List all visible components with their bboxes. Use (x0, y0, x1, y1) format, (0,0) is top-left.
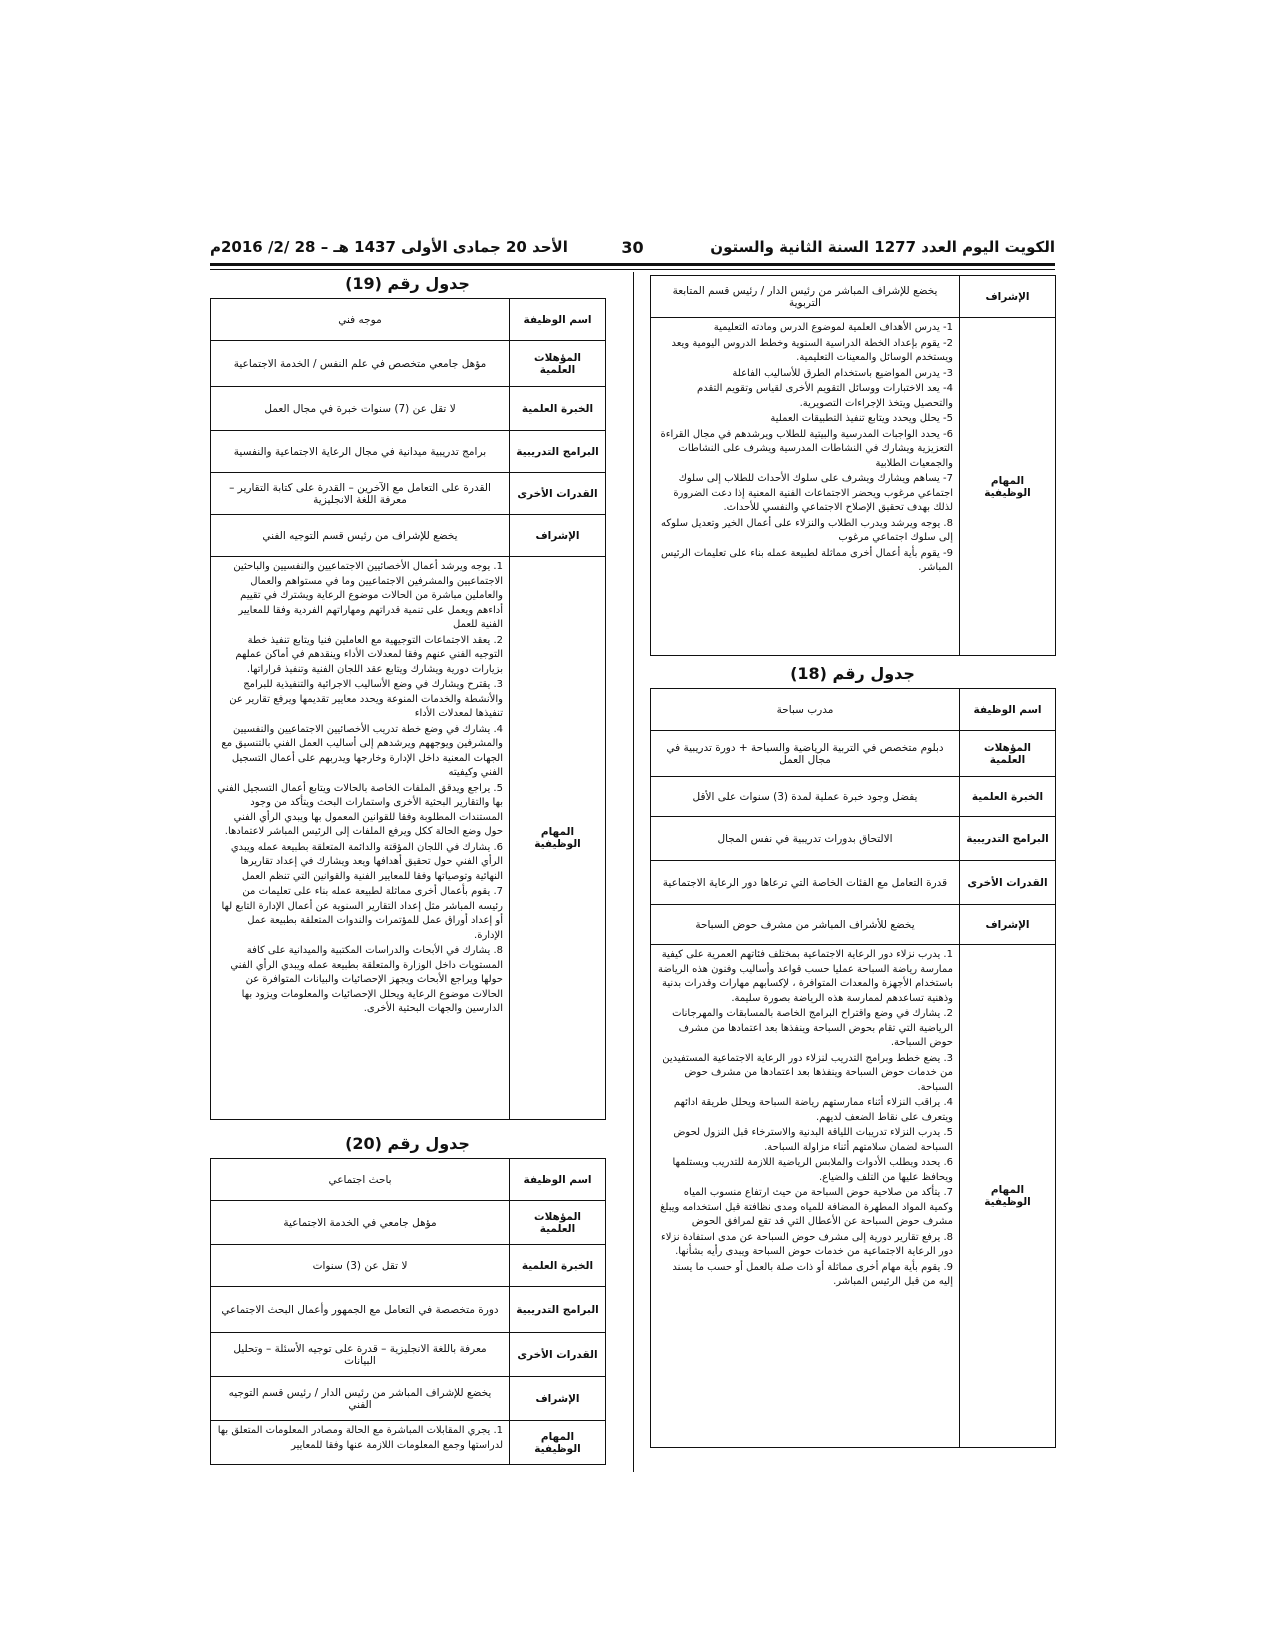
header-rule (210, 263, 1055, 266)
list-item: 5. يدرب النزلاء تدريبات اللياقة البدنية والاسترخاء قبل النزول لحوض السباحة لضمان سلامتهم أثناء مزاولة السباحة. (673, 1127, 953, 1153)
list-item: 2- يقوم بإعداد الخطة الدراسية السنوية وخطط الدروس اليومية ويعد ويستخدم الوسائل والمعينات التعليمية. (671, 337, 953, 363)
table-row (211, 1333, 606, 1377)
row-label: البرامج التدريبية (510, 1287, 606, 1333)
row-value: برامج تدريبية ميدانية في مجال الرعاية الاجتماعية والنفسية (211, 431, 510, 473)
row-label: البرامج التدريبية (960, 817, 1056, 861)
list-item: 2. يعقد الاجتماعات التوجيهية مع العاملين فنيا ويتابع تنفيذ خطة التوجيه الفني عنهم وفقا لمعدلات الأداء وينقدهم في أماكن عملهم بزيارات دورية ويشارك ويتابع عقد اللجان الفنية وتنفيذ قراراتها. (235, 634, 503, 675)
row-label: اسم الوظيفة (960, 689, 1056, 731)
list-item: 7. يقوم بأعمال أخرى مماثلة لطبيعة عمله بناء على تعليمات من رئيسه المباشر مثل إعداد التقارير السنوية عن أعمال الإدارة التابع لها أو إعداد أوراق عمل للمؤتمرات والندوات المتعلقة بطبيعة عمل الإدارة. (221, 886, 503, 941)
row-value: مؤهل جامعي في الخدمة الاجتماعية (211, 1201, 510, 1245)
table-row (651, 731, 1056, 777)
row-label: اسم الوظيفة (510, 299, 606, 341)
row-value: مدرب سباحة (651, 689, 960, 731)
table-row (651, 318, 1056, 656)
table-row (651, 905, 1056, 945)
row-value: الالتحاق بدورات تدريبية في نفس المجال (651, 817, 960, 861)
row-label: المهام الوظيفية (960, 945, 1056, 1448)
row-label: المهام الوظيفية (960, 318, 1056, 656)
table-row (211, 515, 606, 557)
row-label: المؤهلات العلمية (960, 731, 1056, 777)
list-item: 9- يقوم بأية أعمال أخرى مماثلة لطبيعة عمله بناء على تعليمات الرئيس المباشر. (660, 547, 953, 573)
list-item: 4- يعد الاختبارات ووسائل التقويم الأخرى لقياس وتقويم التقدم والتحصيل ويتخذ الإجراءات التصويرية. (697, 383, 953, 409)
row-label: المهام الوظيفية (510, 557, 606, 1120)
tasks-cell (651, 945, 960, 1448)
row-label: المؤهلات العلمية (510, 1201, 606, 1245)
row-label: الخبرة العلمية (510, 1245, 606, 1287)
page-number: 30 (621, 238, 644, 257)
row-value: باحث اجتماعي (211, 1159, 510, 1201)
row-value: معرفة باللغة الانجليزية – قدرة على توجيه الأسئلة – وتحليل البيانات (211, 1333, 510, 1377)
table-row (651, 276, 1056, 318)
tasks-cell (211, 1421, 510, 1465)
list-item: 6. يشارك في اللجان المؤقتة والدائمة المتعلقة بطبيعة عمله ويبدي الرأي الفني حول تحقيق أهدافها ويعد ويشارك في إعداد تقاريرها النهائية وتوصياتها وفقا للمعايير الفنية والقوانين التي تنظم العمل (230, 841, 503, 882)
row-value: القدرة على التعامل مع الآخرين – القدرة على كتابة التقارير – معرفة اللغة الانجليزية (211, 473, 510, 515)
row-label: الإشراف (510, 515, 606, 557)
column-divider (633, 272, 634, 1472)
table-row (211, 1287, 606, 1333)
table-row (211, 341, 606, 387)
table-row (651, 817, 1056, 861)
list-item: 3- يدرس المواضيع باستخدام الطرق للأساليب الفاعلة (732, 367, 953, 379)
page-header (210, 238, 1055, 260)
table-row (651, 861, 1056, 905)
list-item: 6. يحدد ويطلب الأدوات والملابس الرياضية اللازمة للتدريب ويستلمها ويحافظ عليها من التلف والضياع. (672, 1157, 953, 1183)
row-label: القدرات الأخرى (510, 1333, 606, 1377)
table-row (211, 299, 606, 341)
row-value: يخضع للإشراف المباشر من رئيس الدار / رئيس قسم التوجيه الفني (211, 1377, 510, 1421)
row-value: لا تقل عن (7) سنوات خبرة في مجال العمل (211, 387, 510, 431)
list-item: 5- يحلل ويحدد ويتابع تنفيذ التطبيقات العملية (770, 413, 953, 424)
list-item: 7. يتأكد من صلاحية حوض السباحة من حيث ارتفاع منسوب المياه وكمية المواد المطهرة المضافة للمياه ومدى نظافتة قبل استخدامه ويبلغ مشرف حوض السباحة عن الأعطال التي قد تقع لمرافق الحوض (660, 1187, 953, 1227)
row-label: الإشراف (960, 905, 1056, 945)
table-18-caption: جدول رقم (18) (790, 664, 915, 683)
table-row (211, 557, 606, 1120)
list-item: 1. يوجه ويرشد أعمال الأخصائيين الاجتماعيين والنفسيين والباحثين الاجتماعيين والمشرفين الاجتماعيين وما في مستواهم والعمال والعاملين مباشرة من الحالات موضوع الرعاية ويشترك في تقييم أداءهم ويعمل على تنمية قدراتهم ومهاراتهم الفردية وفقا للمعايير الفنية للعمل (233, 561, 503, 630)
header-rule-thin (210, 269, 1055, 270)
list-item: 5. يراجع ويدقق الملفات الخاصة بالحالات ويتابع أعمال التسجيل الفني بها والتقارير البحثية الأخرى واستمارات البحث ويتأكد من وجود المستندات المطلوبة وفقا للقوانين المعمول بها ويبدي الرأي الفني حول وضع الحالة ككل ويرفع الملفات إلى الرئيس المباشر لاعتمادها. (217, 782, 503, 837)
row-label: القدرات الأخرى (960, 861, 1056, 905)
table-row (211, 1421, 606, 1465)
table-row (651, 777, 1056, 817)
tasks-cell (651, 318, 960, 656)
table-row (651, 689, 1056, 731)
table-20-caption: جدول رقم (20) (345, 1134, 470, 1153)
row-label: البرامج التدريبية (510, 431, 606, 473)
row-label: الخبرة العلمية (960, 777, 1056, 817)
list-item: 6- يحدد الواجبات المدرسية والبيتية للطلاب ويرشدهم في مجال القراءة التعزيزية ويشارك في النشاطات المدرسية ويشرف على النشاطات والجمعيات الطلابية (660, 428, 953, 469)
table-row (651, 945, 1056, 1448)
table-20 (210, 1158, 606, 1465)
row-value: قدرة التعامل مع الفئات الخاصة التي ترعاها دور الرعاية الاجتماعية (651, 861, 960, 905)
row-value: دورة متخصصة في التعامل مع الجمهور وأعمال البحث الاجتماعي (211, 1287, 510, 1333)
list-item: 1- يدرس الأهداف العلمية لموضوع الدرس ومادته التعليمية (713, 322, 953, 333)
row-label: المؤهلات العلمية (510, 341, 606, 387)
table-row (211, 1245, 606, 1287)
list-item: 4. يشارك في وضع خطة تدريب الأخصائيين الاجتماعيين والنفسيين والمشرفين ويوجههم ويرشدهم إلى أساليب العمل الفني بالتنسيق مع الجهات المعنية داخل الإدارة وخارجها ويدربهم على أعمال التسجيل الفني وكيفيته (221, 723, 503, 778)
list-item: 4. يراقب النزلاء أثناء ممارستهم رياضة السباحة ويحلل طريقة ادائهم ويتعرف على نقاط الضعف لديهم. (673, 1097, 953, 1123)
table-18 (650, 688, 1056, 1448)
table-row (211, 387, 606, 431)
row-value: يخضع للإشراف المباشر من رئيس الدار / رئيس قسم المتابعة التربوية (651, 276, 960, 318)
list-item: 9. يقوم بأية مهام أخرى مماثلة أو ذات صلة بالعمل أو حسب ما يسند إليه من قبل الرئيس المباشر. (672, 1261, 953, 1287)
tasks-cell (211, 557, 510, 1120)
row-label: اسم الوظيفة (510, 1159, 606, 1201)
row-value: لا تقل عن (3) سنوات (211, 1245, 510, 1287)
table-17-tail (650, 275, 1056, 656)
table-row (211, 431, 606, 473)
row-value: يخضع للإشراف من رئيس قسم التوجيه الفني (211, 515, 510, 557)
row-value: دبلوم متخصص في التربية الرياضية والسباحة + دورة تدريبية في مجال العمل (651, 731, 960, 777)
header-date: الأحد 20 جمادى الأولى 1437 هـ – 28 /2/ 2016م (210, 238, 568, 256)
list-item: 1. يدرب نزلاء دور الرعاية الاجتماعية بمختلف فئاتهم العمرية على كيفية ممارسة رياضة السباحة عمليا حسب قواعد وأساليب وفنون هذه الرياضة باستخدام الأجهزة والمعدات المتوافرة ، لإكسابهم مهارات وقدرات بدنية وذهنية تساعدهم لممارسة هذه الرياضة بصورة سليمة. (657, 949, 953, 1004)
list-item: 1. يجري المقابلات المباشرة مع الحالة ومصادر المعلومات المتعلق بها لدراستها وجمع المعلومات اللازمة عنها وفقا للمعايير (217, 1425, 503, 1451)
table-19-caption: جدول رقم (19) (345, 274, 470, 293)
row-label: المهام الوظيفية (510, 1421, 606, 1465)
list-item: 8. يوجه ويرشد ويدرب الطلاب والنزلاء على أعمال الخير وتعديل سلوكه إلى سلوك اجتماعي مرغوب (661, 517, 953, 543)
list-item: 2. يشارك في وضع واقتراح البرامج الخاصة بالمسابقات والمهرجانات الرياضية التي تقام بحوض السباحة وينفذها بعد اعتمادها من مشرف حوض السباحة. (672, 1008, 953, 1048)
row-label: الخبرة العلمية (510, 387, 606, 431)
table-row (211, 1377, 606, 1421)
row-value: موجه فني (211, 299, 510, 341)
list-item: 8. يرفع تقارير دورية إلى مشرف حوض السباحة عن مدى استفادة نزلاء دور الرعاية الاجتماعية من خدمات حوض السباحة ويبدى رأيه بشأنها. (661, 1231, 953, 1257)
row-value: يفضل وجود خبرة عملية لمدة (3) سنوات على الأقل (651, 777, 960, 817)
header-publication: الكويت اليوم العدد 1277 السنة الثانية والستون (710, 238, 1055, 256)
row-value: يخضع للأشراف المباشر من مشرف حوض السباحة (651, 905, 960, 945)
row-label: الإشراف (960, 276, 1056, 318)
row-label: الإشراف (510, 1377, 606, 1421)
list-item: 3. يقترح ويشارك في وضع الأساليب الاجرائية والتنفيذية للبرامج والأنشطة والخدمات المنوعة ويحدد معايير تقديمها ويرفع تقارير عن تنفيذها لمعدلات الأداء (229, 679, 503, 719)
table-row (211, 473, 606, 515)
row-label: القدرات الأخرى (510, 473, 606, 515)
table-row (211, 1159, 606, 1201)
list-item: 8. يشارك في الأبحاث والدراسات المكتبية والميدانية على كافة المستويات داخل الوزارة والمتعلقة بطبيعة عمله ويبدي الرأي الفني حولها ويراجع الأبحاث ويجهز الإحصائيات والبيانات المتوافرة عن الحالات موضوع الرعاية ويحلل الإحصائيات والمعلومات ويزود بها الدارسين والجهات البحثية الأخرى. (230, 945, 503, 1014)
row-value: مؤهل جامعي متخصص في علم النفس / الخدمة الاجتماعية (211, 341, 510, 387)
table-19 (210, 298, 606, 1120)
table-row (211, 1201, 606, 1245)
list-item: 3. يضع خطط وبرامج التدريب لنزلاء دور الرعاية الاجتماعية المستفيدين من خدمات حوض السباحة وينفذها بعد اعتمادها من مشرف حوض السباحة. (662, 1052, 953, 1093)
list-item: 7- يساهم ويشارك ويشرف على سلوك الأحداث للطلاب إلى سلوك اجتماعي مرغوب ويحضر الاجتماعات الفنية المعنية إذا دعت الضرورة لذلك بهدف تحقيق الإصلاح الاجتماعي والنفسي للأحداث. (673, 473, 953, 513)
